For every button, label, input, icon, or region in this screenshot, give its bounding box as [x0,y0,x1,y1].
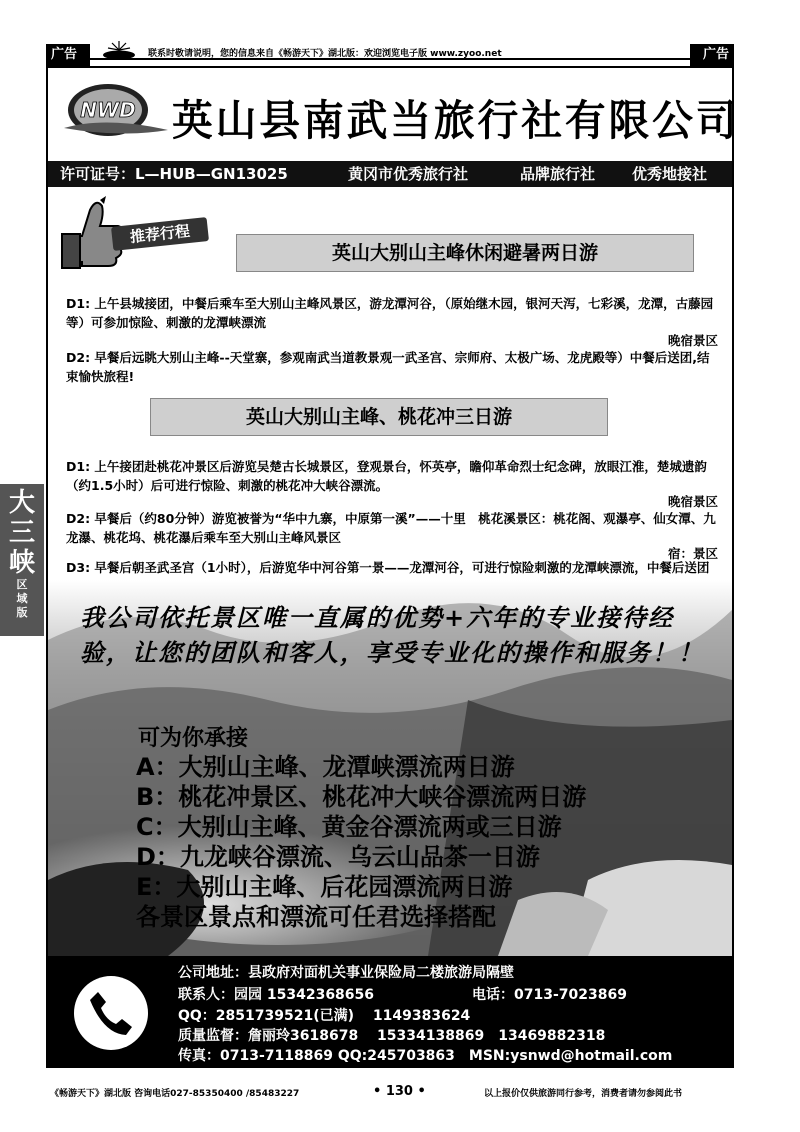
contact-fax-msn: 传真：0713-7118869 QQ:245703863 MSN:ysnwd@hotmail.com [178,1048,673,1064]
route2-day3: D3: 早餐后朝圣武圣宫（1小时），后游览华中河谷第一景——龙潭河谷，可进行惊险刺激的龙潭峡漂流，中餐后送团 [66,560,710,575]
page-number: • 130 • [373,1084,426,1099]
license-number: 许可证号：L—HUB—GN13025 [60,165,288,183]
honor-tag-1: 黄冈市优秀旅行社 [348,165,469,183]
contact-person: 联系人：园园 15342368656 [178,987,375,1003]
company-logo [60,78,170,148]
offer-item: D：九龙峡谷漂流、乌云山品茶一日游 [136,843,540,871]
route1-day2: D2: 早餐后远眺大别山主峰--天堂寨，参观南武当道教景观一武圣宫、宗师府、太极广场、龙虎殿等）中餐后送团,结束愉快旅程! [66,350,710,384]
company-name: 英山县南武当旅行社有限公司 [172,96,740,145]
ad-label-left: 广告 [46,44,90,66]
route2-day2-stay: 宿：景区 [667,546,718,561]
phone-icon [86,988,136,1038]
route2-day1-stay: 晚宿景区 [667,494,718,509]
ad-label-right: 广告 [690,44,734,66]
footer-right: 以上报价仅供旅游同行参考，消费者请勿参阅此书 [484,1089,683,1099]
publication-notice: 联系时敬请说明，您的信息来自《畅游天下》湖北版：欢迎浏览电子版 www.zyoo.net [148,49,502,59]
route1-day1-stay: 晚宿景区 [667,333,718,348]
company-address: 公司地址：县政府对面机关事业保险局二楼旅游局隔壁 [178,965,514,981]
quality-supervision: 质量监督：詹丽玲3618678 15334138869 13469882318 [178,1028,606,1044]
honor-tag-3: 优秀地接社 [632,165,708,183]
route2-title: 英山大别山主峰、桃花冲三日游 [150,398,608,436]
contact-qq: QQ：2851739521(已满) 1149383624 [178,1008,471,1024]
offer-item: B：桃花冲景区、桃花冲大峡谷漂流两日游 [136,783,587,811]
route1-day1: D1: 上午县城接团，中餐后乘车至大别山主峰风景区，游龙潭河谷，（原始继木园，银河天泻，七彩溪，龙潭，古藤园等）可参加惊险、刺激的龙潭峡漂流 [66,296,714,330]
offer-item: E：大别山主峰、后花园漂流两日游 [136,873,513,901]
offer-note: 各景区景点和漂流可任君选择搭配 [136,903,496,931]
offer-item: A：大别山主峰、龙潭峡漂流两日游 [136,753,515,781]
svg-text:NWD: NWD [80,98,136,122]
publication-logo [100,40,138,60]
contact-phone: 电话：0713-7023869 [472,987,627,1003]
route1-title: 英山大别山主峰休闲避暑两日游 [236,234,694,272]
route2-day2: D2: 早餐后（约80分钟）游览被誉为“华中九寨，中原第一溪”——十里 桃花溪景区：桃花阁、观瀑亭、仙女潭、九龙瀑、桃花坞、桃花瀑后乘车至大别山主峰风景区 [66,511,716,545]
region-side-tab: 大 三 峡 区 域 版 [0,484,44,636]
route2-day1: D1: 上午接团赴桃花冲景区后游览吴楚古长城景区，登观景台，怀英亭，瞻仰革命烈士纪念碑，放眼江淮，楚城遗韵（约1.5小时）后可进行惊险、刺激的桃花冲大峡谷漂流。 [66,459,707,493]
company-slogan: 我公司依托景区唯一直属的优势+六年的专业接待经验，让您的团队和客人，享受专业化的操作和服务！！ [80,603,704,667]
recommend-badge: 推荐行程 [111,217,209,251]
footer-left: 《畅游天下》湖北版 咨询电话027-85350400 /85483227 [50,1089,300,1099]
license-bar [48,161,732,187]
offer-item: C：大别山主峰、黄金谷漂流两或三日游 [136,813,562,841]
honor-tag-2: 品牌旅行社 [520,165,596,183]
offers-title: 可为你承接 [138,726,249,751]
